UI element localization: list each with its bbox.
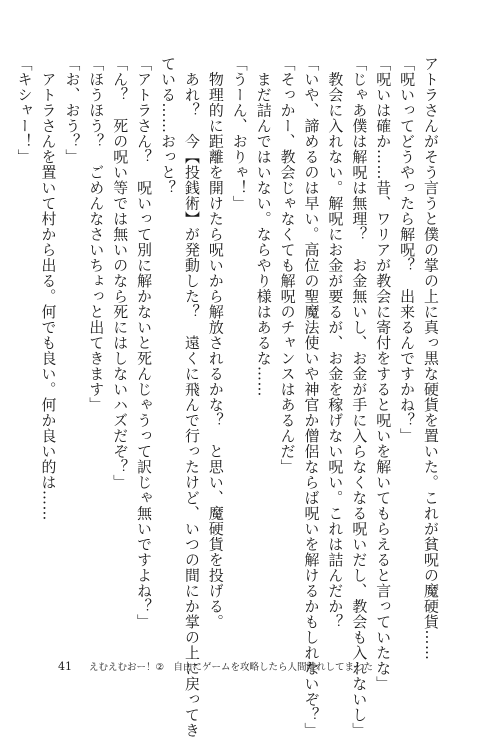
text-line-7: 「そっかー、教会じゃなくても解呪のチャンスはあるんだ」 bbox=[278, 56, 297, 475]
text-line-18: 「キシャー！」 bbox=[15, 56, 34, 165]
text-line-3: 「呪いは確か……昔、ワリアが教会に寄付をすると呪いを解いてもらえると言っていたな」 bbox=[374, 56, 393, 692]
page-number: 41 bbox=[58, 660, 72, 673]
text-line-16: 「お、おう？」 bbox=[63, 56, 82, 165]
text-line-15: 「ほうほう？ ごめんなさいちょっと出てきます」 bbox=[87, 56, 106, 413]
text-line-10: 物理的に距離を開けたら呪いから解放されるかな？ と思い、魔硬貨を投げる。 bbox=[206, 56, 225, 630]
text-line-6: 「いや、諦めるのは早い。高位の聖魔法使いや神官か僧侶ならば呪いを解けるかもしれないぞ？」 bbox=[302, 56, 321, 738]
text-line-12: ている……おっと？ bbox=[159, 56, 178, 196]
text-line-17: アトラさんを置いて村から出る。何でも良い。何か良い的は…… bbox=[39, 56, 58, 521]
text-line-13: 「アトラさん？ 呪いって別に解かないと死んじゃうって訳じゃ無いですよね？」 bbox=[135, 56, 154, 630]
page-footer bbox=[58, 659, 373, 673]
text-line-14: 「ん？ 死の呪い等では無いのなら死にはしないハズだぞ？」 bbox=[111, 56, 130, 490]
text-line-4: 「じゃあ僕は解呪は無理？ お金無いし、お金が手に入らなくなる呪いだし、教会も入れないし」 bbox=[350, 56, 369, 738]
text-line-2: 「呪いってどうやったら解呪？ 出来るんですかね？」 bbox=[398, 56, 417, 444]
text-line-8: まだ詰んではいない。ならやり様はあるな…… bbox=[254, 56, 273, 397]
text-line-9: 「うーん、おりゃ！」 bbox=[230, 56, 249, 211]
text-line-5: 教会に入れない。解呪にお金が要るが、お金を稼げない呪い。これは詰んだか？ bbox=[326, 56, 345, 630]
text-line-11: あれ？ 今【投銭術】が発動した？ 遠くに飛んで行ったけど、いつの間にか掌の上に戻ってき bbox=[182, 56, 201, 738]
running-title: えむえむおー！② 自由にゲームを攻略したら人間離れしてました bbox=[89, 662, 374, 673]
text-line-1: アトラさんがそう言うと僕の掌の上に真っ黒な硬貨を置いた。これが貧呪の魔硬貨…… bbox=[422, 56, 440, 661]
